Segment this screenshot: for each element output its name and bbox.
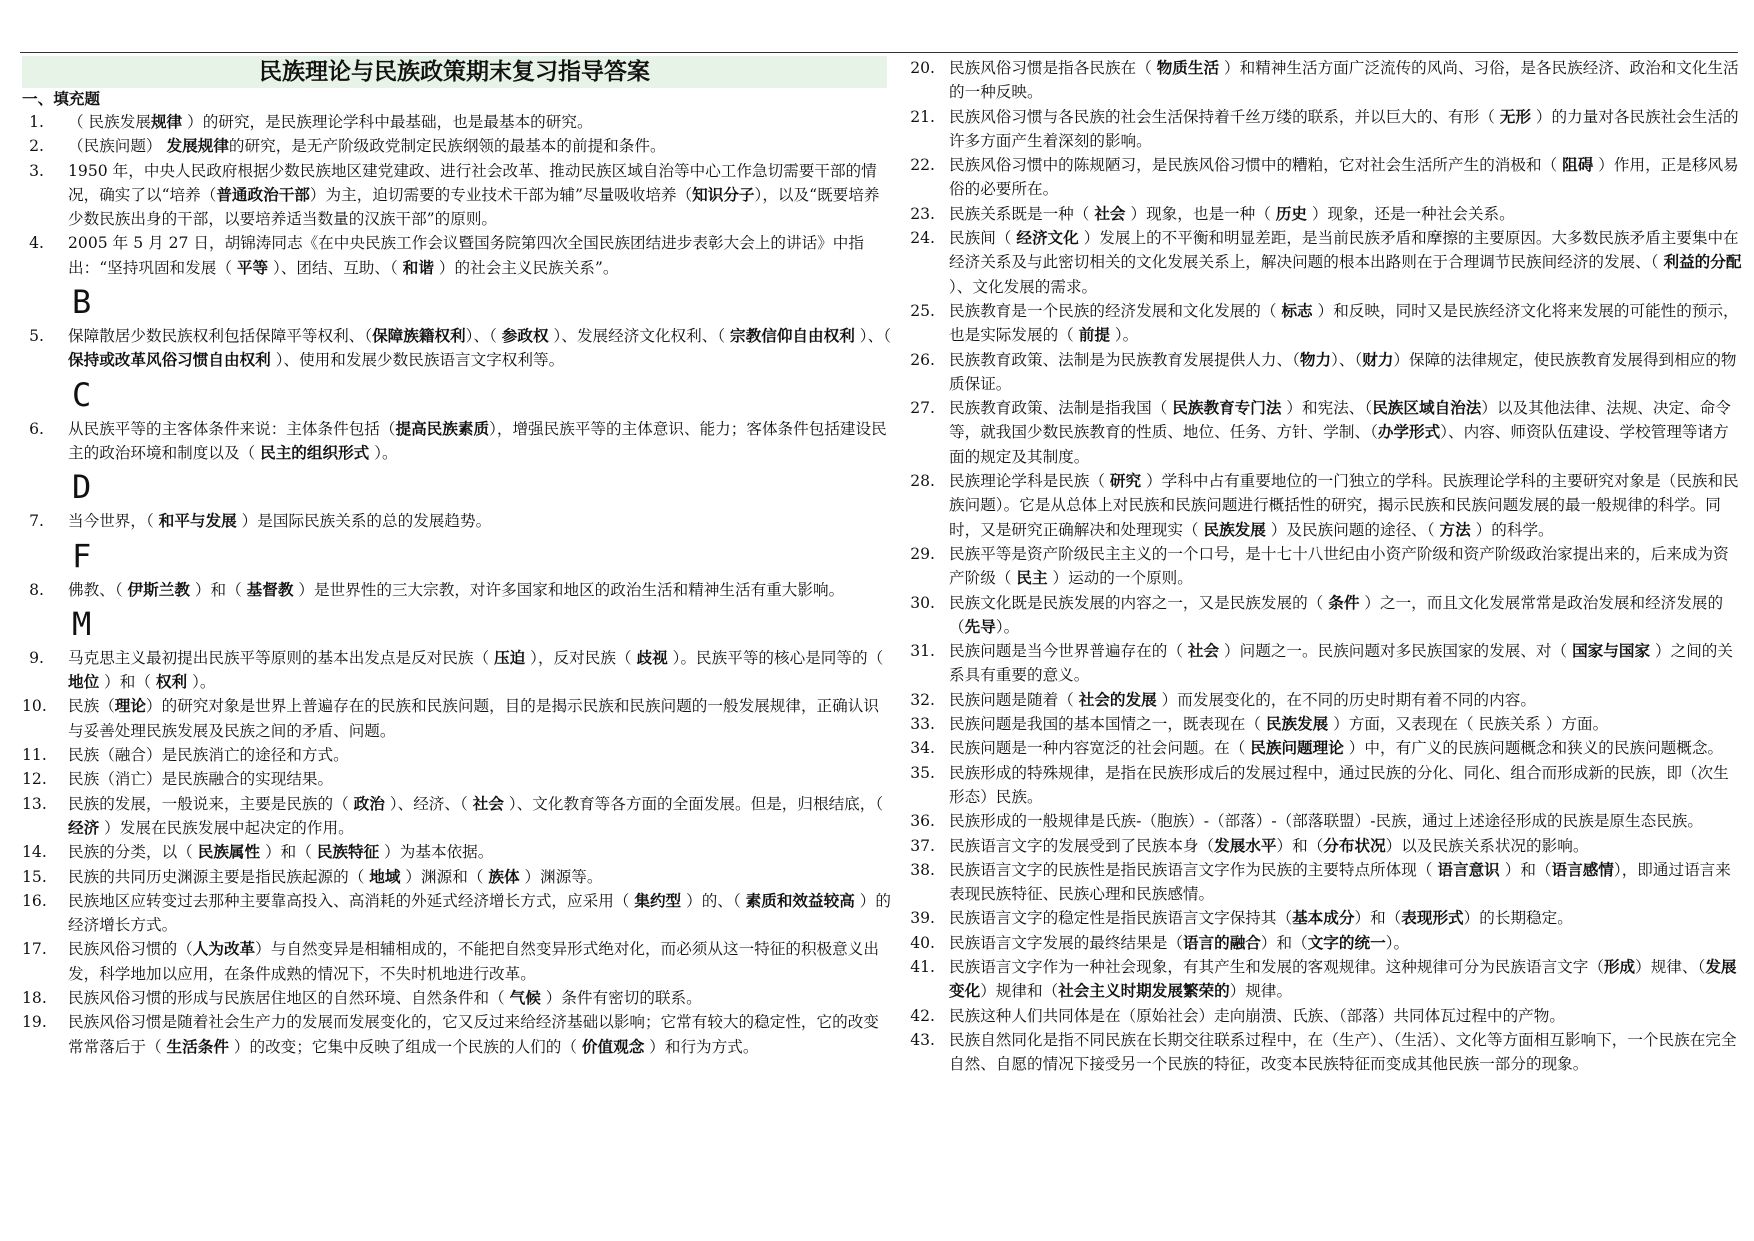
question-text: 民族风俗习惯是指各民族在（ 物质生活 ）和精神生活方面广泛流传的风尚、习俗，是各民族经济、政治和文化生活的一种反映。 — [949, 58, 1739, 102]
question-text: 民族的发展，一般说来，主要是民族的（ 政治 ）、经济、（ 社会 ）、文化教育等各方面的全面发展。但是，归根结底，（ 经济 ）发展在民族发展中起决定的作用。 — [68, 793, 884, 837]
question-text: 民族的共同历史渊源主要是指民族起源的（ 地域 ）渊源和（ 族体 ）渊源等。 — [68, 866, 603, 886]
question-number: 4. — [29, 234, 44, 253]
question-text: 民族（消亡）是民族融合的实现结果。 — [68, 770, 334, 789]
question-number: 12. — [22, 770, 47, 789]
question-number: 33. — [910, 715, 935, 734]
question-number: 39. — [910, 909, 935, 928]
question-item — [905, 226, 1742, 299]
index-letter: B — [72, 283, 92, 322]
question-text: 民族间（ 经济文化 ）发展上的不平衡和明显差距，是当前民族矛盾和摩擦的主要原因。大多数民族矛盾主要集中在经济关系及与此密切相关的文化发展关系上，解决问题的根本出路则在于合理调节民族间经济的发展、（ 利益的分配 ）、文化发展的需求。 — [949, 228, 1742, 296]
question-item — [905, 761, 1742, 810]
question-item — [22, 159, 892, 232]
question-number: 23. — [910, 204, 935, 223]
question-number: 42. — [910, 1006, 935, 1025]
question-text: 民族关系既是一种（ 社会 ）现象，也是一种（ 历史 ）现象，还是一种社会关系。 — [949, 203, 1515, 223]
question-text: 民族（融合）是民族消亡的途径和方式。 — [68, 746, 349, 765]
question-item — [905, 56, 1742, 105]
question-number: 35. — [910, 763, 935, 782]
question-text: 民族问题是随着（ 社会的发展 ）而发展变化的，在不同的历史时期有着不同的内容。 — [949, 689, 1536, 709]
question-item — [22, 792, 892, 841]
question-text: 民族形成的特殊规律，是指在民族形成后的发展过程中，通过民族的分化、同化、组合而形成新的民族，即（次生形态）民族。 — [949, 763, 1729, 806]
question-item — [905, 858, 1742, 907]
question-text: 马克思主义最初提出民族平等原则的基本出发点是反对民族（ 压迫 ），反对民族（ 歧视 ）。民族平等的核心是同等的（ 地位 ）和（ 权利 ）。 — [68, 647, 884, 692]
question-number: 20. — [910, 59, 935, 77]
question-item — [905, 712, 1742, 736]
question-number: 21. — [910, 107, 935, 126]
question-item — [905, 1028, 1742, 1077]
question-number: 3. — [29, 161, 44, 180]
question-text: 民族问题是一种内容宽泛的社会问题。在（ 民族问题理论 ）中，有广义的民族问题概念和狭义的民族问题概念。 — [949, 738, 1724, 758]
top-rule — [20, 52, 1738, 53]
question-item — [22, 1010, 892, 1059]
question-text: 民族自然同化是指不同民族在长期交往联系过程中，在（生产）、（生活）、文化等方面相互影响下，一个民族在完全自然、自愿的情况下接受另一个民族的特征，改变本民族特征而变成其他民族一部分的现象。 — [949, 1030, 1737, 1074]
question-item — [22, 767, 892, 791]
question-text: 民族理论学科是民族（ 研究 ）学科中占有重要地位的一门独立的学科。民族理论学科的主要研究对象是（民族和民族问题）。它是从总体上对民族和民族问题进行概括性的研究，揭示民族和民族问题发展的最一般规律的科学。同时，又是研究正确解决和处理现实（ 民族发展 ）及民族问题的途径、（ 方法 ）的科学。 — [949, 471, 1739, 539]
question-number: 30. — [910, 593, 935, 612]
question-number: 40. — [910, 933, 935, 952]
question-number: 8. — [29, 580, 44, 599]
question-item — [22, 937, 892, 986]
question-item — [22, 509, 892, 533]
question-number: 18. — [22, 989, 47, 1008]
question-number: 2. — [29, 137, 44, 156]
index-letter: M — [72, 604, 92, 643]
question-item — [22, 865, 892, 889]
page-title: 民族理论与民族政策期末复习指导答案 — [22, 56, 887, 88]
question-text: 民族文化既是民族发展的内容之一，又是民族发展的（ 条件 ）之一，而且文化发展常常是政治发展和经济发展的（先导）。 — [949, 592, 1724, 636]
question-item — [22, 694, 892, 743]
question-item — [22, 986, 892, 1010]
question-item — [22, 889, 892, 938]
question-item — [22, 840, 892, 864]
left-question-list — [22, 110, 892, 1059]
question-item — [22, 578, 892, 602]
question-number: 24. — [910, 229, 935, 248]
right-question-list — [905, 56, 1742, 1076]
question-text: （民族问题） 发展规律的研究，是无产阶级政党制定民族纲领的最基本的前提和条件。 — [68, 136, 666, 156]
question-text: 民族风俗习惯与各民族的社会生活保持着千丝万缕的联系，并以巨大的、有形（ 无形 ）的力量对各民族社会生活的许多方面产生着深刻的影响。 — [949, 106, 1739, 150]
question-item — [905, 348, 1742, 397]
question-item — [905, 153, 1742, 202]
question-text: 保障散居少数民族权利包括保障平等权利、（保障族籍权利）、（ 参政权 ）、发展经济文化权利、（ 宗教信仰自由权利 ）、（ 保持或改革风俗习惯自由权利 ）、使用和发展少数民族语言文字权利等。 — [68, 326, 891, 370]
question-text: 民族的分类，以（ 民族属性 ）和（ 民族特征 ）为基本依据。 — [68, 842, 494, 862]
question-item — [22, 134, 892, 158]
question-number: 10. — [22, 697, 47, 716]
question-item — [22, 417, 892, 466]
question-text: 民族问题是我国的基本国情之一，既表现在（ 民族发展 ）方面，又表现在（ 民族关系 ）方面。 — [949, 714, 1609, 734]
question-item — [905, 955, 1742, 1004]
question-item — [905, 906, 1742, 930]
question-text: 民族问题是当今世界普遍存在的（ 社会 ）问题之一。民族问题对多民族国家的发展、对（ 国家与国家 ）之间的关系具有重要的意义。 — [949, 641, 1733, 685]
question-number: 26. — [910, 350, 935, 369]
question-item — [905, 105, 1742, 154]
question-number: 13. — [22, 794, 47, 813]
question-number: 34. — [910, 739, 935, 758]
question-number: 25. — [910, 301, 935, 320]
question-text: 民族（理论）的研究对象是世界上普遍存在的民族和民族问题，目的是揭示民族和民族问题的一般发展规律，正确认识与妥善处理民族发展及民族之间的矛盾、问题。 — [68, 696, 879, 740]
right-column — [905, 56, 1742, 1076]
question-item — [22, 231, 892, 280]
question-text: 佛教、（ 伊斯兰教 ）和（ 基督教 ）是世界性的三大宗教，对许多国家和地区的政治生活和精神生活有重大影响。 — [68, 579, 845, 599]
question-text: 民族教育是一个民族的经济发展和文化发展的（ 标志 ）和反映，同时又是民族经济文化将来发展的可能性的预示，也是实际发展的（ 前提 ）。 — [949, 300, 1739, 345]
question-number: 38. — [910, 860, 935, 879]
question-text: 民族风俗习惯中的陈规陋习，是民族风俗习惯中的糟粕，它对社会生活所产生的消极和（ 阻碍 ）作用，正是移风易俗的必要所在。 — [949, 155, 1739, 199]
question-text: 民族语言文字的民族性是指民族语言文字作为民族的主要特点所体现（ 语言意识 ）和（语言感情），即通过语言来表现民族特征、民族心理和民族感情。 — [949, 859, 1731, 904]
question-item — [905, 639, 1742, 688]
question-text: 2005 年 5 月 27 日，胡锦涛同志《在中央民族工作会议暨国务院第四次全国民族团结进步表彰大会上的讲话》中指出：“坚持巩固和发展（ 平等 ）、团结、互助、（ 和谐 ）的社会主义民族关系”。 — [68, 234, 864, 277]
question-text: 1950 年，中央人民政府根据少数民族地区建党建政、进行社会改革、推动民族区域自治等中心工作急切需要干部的情况，确实了以“培养（普通政治干部）为主，迫切需要的专业技术干部为辅”尽量吸收培养（知识分子），以及“既要培养少数民族出身的干部，以要培养适当数量的汉族干部”的原则。 — [68, 161, 880, 229]
question-item — [905, 299, 1742, 348]
question-number: 29. — [910, 544, 935, 563]
question-text: 民族风俗习惯是随着社会生产力的发展而发展变化的，它又反过来给经济基础以影响；它常有较大的稳定性，它的改变常常落后于（ 生活条件 ）的改变；它集中反映了组成一个民族的人们的（ 价值观念 ）和行为方式。 — [68, 1013, 879, 1056]
question-number: 6. — [29, 419, 44, 438]
question-number: 19. — [22, 1013, 47, 1032]
question-text: 民族平等是资产阶级民主主义的一个口号，是十七十八世纪由小资产阶级和资产阶级政治家提出来的，后来成为资产阶级（ 民主 ）运动的一个原则。 — [949, 544, 1729, 588]
question-item — [905, 542, 1742, 591]
question-number: 9. — [29, 648, 44, 667]
question-number: 16. — [22, 891, 47, 910]
section-heading: 一、填充题 — [22, 90, 100, 108]
question-number: 28. — [910, 472, 935, 491]
question-item — [905, 736, 1742, 760]
question-item — [905, 809, 1742, 833]
question-text: 民族语言文字发展的最终结果是（语言的融合）和（文字的统一）。 — [949, 932, 1410, 952]
question-text: 民族这种人们共同体是在（原始社会）走向崩溃、氏族、（部落）共同体瓦过程中的产物。 — [949, 1006, 1565, 1025]
question-item — [22, 646, 892, 695]
question-text: 民族教育政策、法制是为民族教育发展提供人力、（物力）、（财力）保障的法律规定，使民族教育发展得到相应的物质保证。 — [949, 349, 1737, 393]
question-number: 41. — [910, 957, 935, 976]
question-text: 民族语言文字的发展受到了民族本身（发展水平）和（分布状况）以及民族关系状况的影响。 — [949, 835, 1589, 855]
question-number: 15. — [22, 867, 47, 886]
question-text: 民族语言文字作为一种社会现象，有其产生和发展的客观规律。这种规律可分为民族语言文字（形成）规律、（发展变化）规律和（社会主义时期发展繁荣的）规律。 — [949, 956, 1737, 1001]
question-item — [905, 688, 1742, 712]
question-number: 32. — [910, 690, 935, 709]
question-item — [22, 324, 892, 373]
question-number: 11. — [22, 746, 47, 765]
question-item — [905, 591, 1742, 640]
question-number: 31. — [910, 642, 935, 661]
question-item — [905, 396, 1742, 469]
question-number: 1. — [29, 113, 44, 131]
question-text: 民族风俗习惯的形成与民族居住地区的自然环境、自然条件和（ 气候 ）条件有密切的联系。 — [68, 988, 702, 1008]
question-text: 民族语言文字的稳定性是指民族语言文字保持其（基本成分）和（表现形式）的长期稳定。 — [949, 908, 1573, 928]
question-item — [22, 743, 892, 767]
question-text: 民族形成的一般规律是氏族-（胞族）-（部落）-（部落联盟）-民族，通过上述途径形成的民族是原生态民族。 — [949, 812, 1703, 831]
question-number: 17. — [22, 940, 47, 959]
question-number: 7. — [29, 512, 44, 531]
question-item — [905, 469, 1742, 542]
question-text: 民族地区应转变过去那种主要靠高投入、高消耗的外延式经济增长方式，应采用（ 集约型 ）的、（ 素质和效益较高 ）的经济增长方式。 — [68, 890, 891, 935]
index-letter: D — [72, 468, 92, 507]
question-item — [905, 202, 1742, 226]
question-text: （ 民族发展规律 ）的研究，是民族理论学科中最基础，也是最基本的研究。 — [68, 112, 593, 131]
question-text: 当今世界，（ 和平与发展 ）是国际民族关系的总的发展趋势。 — [68, 511, 492, 531]
question-number: 37. — [910, 836, 935, 855]
question-number: 5. — [29, 327, 44, 346]
index-letter: C — [72, 375, 92, 414]
question-item — [22, 110, 892, 134]
question-number: 36. — [910, 812, 935, 831]
question-number: 27. — [910, 399, 935, 418]
question-text: 从民族平等的主客体条件来说：主体条件包括（提高民族素质），增强民族平等的主体意识、能力；客体条件包括建设民主的政治环境和制度以及（ 民主的组织形式 ）。 — [68, 418, 887, 462]
left-column — [22, 56, 892, 1059]
question-item — [905, 931, 1742, 955]
question-item — [905, 1004, 1742, 1028]
question-text: 民族风俗习惯的（人为改革）与自然变异是相辅相成的，不能把自然变异形式绝对化，而必须从这一特征的积极意义出发，科学地加以应用，在条件成熟的情况下，不失时机地进行改革。 — [68, 939, 879, 983]
index-letter: F — [72, 536, 92, 575]
question-item — [905, 834, 1742, 858]
question-number: 43. — [910, 1030, 935, 1049]
question-text: 民族教育政策、法制是指我国（ 民族教育专门法 ）和宪法、（民族区域自治法）以及其他法律、法规、决定、命令等，就我国少数民族教育的性质、地位、任务、方针、学制、（办学形式）、内容、师资队伍建设、学校管理等诸方面的规定及其制度。 — [949, 398, 1731, 466]
question-number: 14. — [22, 843, 47, 862]
question-number: 22. — [910, 156, 935, 175]
